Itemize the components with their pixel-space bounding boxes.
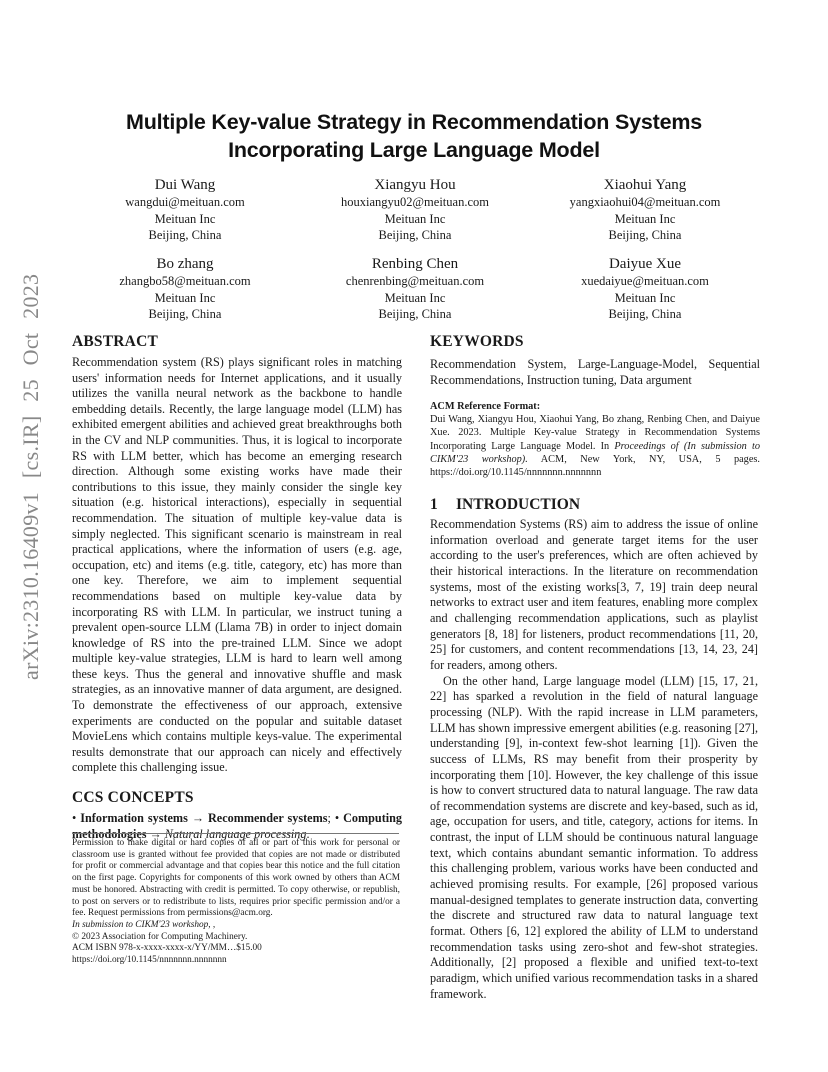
author-card <box>530 176 760 244</box>
author-affiliation: Meituan Inc <box>614 211 676 226</box>
footnote-divider <box>72 833 399 834</box>
intro-paragraph-2: On the other hand, Large language model (LLM) [15, 17, 21, 22] has sparked a revolution in the field of natural language processing (NLP). With the rapid increase in LLM parameters, LLM has shown impressive emergent abilities (e.g. reasoning [27], understanding [9], in-context few-shot learning [1]). Given the success of LLMs, RS may benefit from their prosperity by incorporating them [10]. However, the key challenge of this issue is how to convert structured data to natural language. The raw data of recommendation systems are discrete and key-based, such as id, age, occupation for users, and title, category, actions for items. In contrast, the input of LLM should be continuous natural language text, which contains abundant semantic information. To address this challenging problem, various works have been conducted and achieved promising results. For example, [26] proposed various manual-designed templates to generate instruction data, converting the discrete and structured raw data to natural language text format. Others [6, 12] explored the ability of LLM to understand recommendation tasks using zero-shot and few-shot strategies. Additionally, [2] proposed a flexible and unified text-to-text paradigm, which unified various recommendation tasks in a shared framework. <box>430 673 758 1001</box>
author-email[interactable]: yangxiaohui04@meituan.com <box>569 195 721 209</box>
author-name: Xiaohui Yang <box>603 177 687 193</box>
isbn-note: ACM ISBN 978-x-xxxx-xxxx-x/YY/MM…$15.00 <box>72 943 262 954</box>
abstract-text: Recommendation system (RS) plays significant roles in matching users' information needs for Internet applications, and it usually utilizes the vanilla neural network as the backbone to handle embedding details. Recently, the large language model (LLM) has exhibited emergent abilities and achieved great breakthroughs both in the CV and NLP communities. Thus, it is logical to incorporate RS with LLM better, which has become an emerging research direction. Although some existing works have made their contributions to this issue, they mainly consider the single key situation (e.g. historical interactions), especially in sequential recommendation. The situation of multiple key-value data is simply neglected. This significant scenario is mainstream in real practical applications, where the information of users (e.g. age, occupation, etc) and items (e.g. title, category, etc) has more than one key. Therefore, we aim to implement sequential recommendations based on multiple key-value data by incorporating RS with LLM. In particular, we instruct tuning a prevalent open-source LLM (Llama 7B) in order to inject domain knowledge of RS into the pre-trained LLM. Since we adopt multiple key-value strategies, LLM is hard to learn well among these keys. Thus the general and innovative shuffle and mask strategies, as an innovative manner of data argument, are designed. To demonstrate the effectiveness of our approach, extensive experiments are conducted on the popular and suitable dataset MovieLens which contains multiple keys-value. The experimental results demonstrate that our approach can nicely and effectively complete this challenging issue. <box>72 355 402 775</box>
author-affiliation: Meituan Inc <box>384 211 446 226</box>
author-email[interactable]: wangdui@meituan.com <box>125 195 245 209</box>
ccs-concept-1: Information systems <box>80 811 188 826</box>
copyright-note: © 2023 Association for Computing Machinery. <box>72 931 248 942</box>
doi-link[interactable]: https://doi.org/10.1145/nnnnnnn.nnnnnnn <box>72 955 227 966</box>
reference-format-text <box>430 413 760 479</box>
author-card <box>70 255 300 323</box>
author-location: Beijing, China <box>378 228 452 242</box>
author-affiliation: Meituan Inc <box>154 290 216 305</box>
author-card <box>300 176 530 244</box>
footnote <box>72 838 400 967</box>
ccs-concept-2: Computing methodologies <box>72 811 403 841</box>
author-name: Bo zhang <box>156 256 214 272</box>
author-location: Beijing, China <box>378 307 452 321</box>
intro-paragraph-1: Recommendation Systems (RS) aim to address the issue of online information overload and generate target items for the user according to the user's preferences, which are often achieved by their historical interactions. In the literature on recommendation systems, most of the existing works[3, 7, 19] train deep neural networks to extract user and item features, enabling more complex and challenging recommendation applications, such as playlist generators [8, 18] for listeners, product recommendations [11, 20, 25] for customers, and content recommendations [13, 14, 23, 24] for readers, among others. <box>430 517 758 672</box>
author-location: Beijing, China <box>608 307 682 321</box>
ccs-concept-1-sub: Recommender systems <box>207 811 328 826</box>
introduction-heading <box>430 496 580 514</box>
author-email[interactable]: xuedaiyue@meituan.com <box>581 274 709 288</box>
author-card <box>70 176 300 244</box>
author-email[interactable]: chenrenbing@meituan.com <box>345 274 485 288</box>
right-column <box>430 333 760 479</box>
reference-format-heading: ACM Reference Format: <box>430 401 541 413</box>
author-affiliation: Meituan Inc <box>614 290 676 305</box>
author-card <box>530 255 760 323</box>
ccs-concept-2-sub: Natural language processing <box>164 826 307 841</box>
keywords-heading: KEYWORDS <box>430 333 524 350</box>
title-line-1: Multiple Key-value Strategy in Recommendation Systems <box>125 110 703 134</box>
section-number: 1 <box>430 496 438 513</box>
author-affiliation: Meituan Inc <box>384 290 446 305</box>
ccs-heading: CCS CONCEPTS <box>72 789 194 807</box>
abstract-heading: ABSTRACT <box>72 333 159 350</box>
author-block-row-1 <box>70 176 760 244</box>
arxiv-stamp: arXiv:2310.16409v1 [cs.IR] 25 Oct 2023 <box>18 273 43 680</box>
author-name: Renbing Chen <box>371 256 459 272</box>
title-line-2: Incorporating Large Language Model <box>228 138 600 162</box>
reference-publisher: ACM, New York, NY, USA, 5 pages. https://doi.org/10.1145/nnnnnnn.nnnnnnn <box>430 453 760 478</box>
reference-venue: Proceedings of (In submission to CIKM'23 workshop). <box>430 440 760 465</box>
author-card <box>300 255 530 323</box>
keywords-text: Recommendation System, Large-Language-Model, Sequential Recommendations, Instruction tuning, Data argument <box>430 357 760 387</box>
author-block-row-2 <box>70 255 760 323</box>
ccs-concepts: • Information systems → Recommender systems; • Computing methodologies → Natural language processing. <box>72 811 403 841</box>
arrow-icon: → <box>191 811 204 826</box>
left-column <box>72 333 402 842</box>
author-affiliation: Meituan Inc <box>154 211 216 226</box>
section-title: INTRODUCTION <box>456 496 581 513</box>
reference-citation: Dui Wang, Xiangyu Hou, Xiaohui Yang, Bo zhang, Renbing Chen, and Daiyue Xue. 2023. Multiple Key-value Strategy in Recommendation Systems Incorporating Large Language Model. In <box>430 414 760 452</box>
arrow-icon: → <box>149 826 162 841</box>
author-location: Beijing, China <box>608 228 682 242</box>
author-location: Beijing, China <box>148 307 222 321</box>
introduction-body <box>430 517 758 1002</box>
author-location: Beijing, China <box>148 228 222 242</box>
author-email[interactable]: houxiangyu02@meituan.com <box>341 195 489 209</box>
venue-note: In submission to CIKM'23 workshop, , <box>72 919 216 930</box>
paper-title <box>60 108 768 164</box>
author-name: Dui Wang <box>154 177 216 193</box>
bullet: • <box>72 811 77 826</box>
author-name: Xiangyu Hou <box>374 177 456 193</box>
bullet: • <box>334 811 340 826</box>
author-name: Daiyue Xue <box>608 256 682 272</box>
permission-notice: Permission to make digital or hard copies of all or part of this work for personal or classroom use is granted without fee provided that copies are not made or distributed for profit or commercial advantage and that copies bear this notice and the full citation on the first page. Copyrights for components of this work owned by others than ACM must be honored. Abstracting with credit is permitted. To copy otherwise, or republish, to post on servers or to redistribute to lists, requires prior specific permission and/or a fee. Request permissions from permissions@acm.org. <box>72 838 400 919</box>
author-email[interactable]: zhangbo58@meituan.com <box>119 274 251 288</box>
